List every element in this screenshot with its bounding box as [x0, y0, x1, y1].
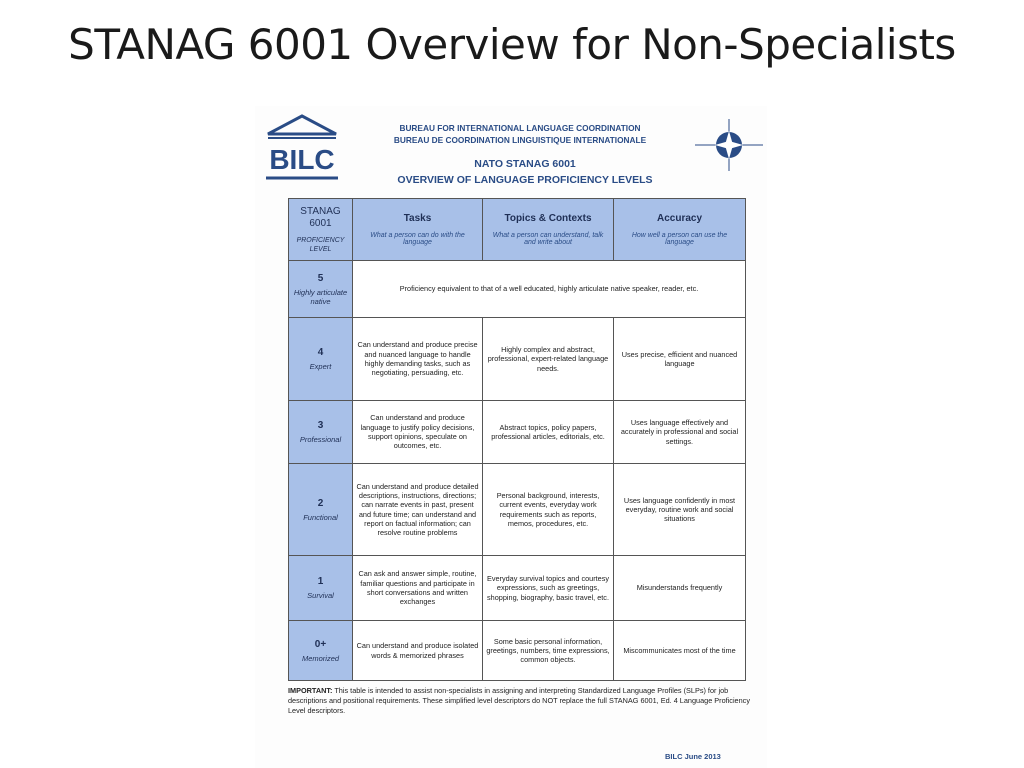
org-name-english: BUREAU FOR INTERNATIONAL LANGUAGE COORDINATION — [399, 123, 641, 133]
topics-cell: Everyday survival topics and courtesy expressions, such as greetings, shopping, biography, basic travel, etc. — [483, 556, 614, 621]
header-tasks — [353, 199, 483, 261]
tasks-cell: Can ask and answer simple, routine, familiar questions and participate in short conversations and written exchanges — [353, 556, 483, 621]
topics-cell: Personal background, interests, current events, everyday work requirements such as reports, memos, procedures, etc. — [483, 464, 614, 556]
accuracy-cell: Uses precise, efficient and nuanced language — [614, 318, 746, 401]
header-topics — [483, 199, 614, 261]
header-topics-title: Topics & Contexts — [504, 213, 592, 224]
nato-compass-icon — [693, 117, 765, 173]
accuracy-cell: Uses language confidently in most everyday, routine work and social situations — [614, 464, 746, 556]
header-level — [289, 199, 353, 261]
footer-date: BILC June 2013 — [665, 752, 721, 761]
header-accuracy-subtitle: How well a person can use the language — [631, 232, 728, 246]
important-note — [288, 686, 753, 716]
level-name: Highly articulate native — [293, 287, 348, 306]
accuracy-cell: Miscommunicates most of the time — [614, 621, 746, 681]
header-level-subtitle: PROFICIENCY LEVEL — [296, 236, 345, 253]
level-number: 3 — [317, 420, 324, 431]
level-name: Survival — [307, 591, 334, 600]
header-accuracy — [614, 199, 746, 261]
table-header-row — [289, 199, 746, 261]
level-number: 2 — [317, 497, 324, 509]
header-tasks-subtitle: What a person can do with the language — [370, 232, 465, 246]
level-cell — [289, 621, 353, 681]
slide-title: STANAG 6001 Overview for Non-Specialists — [68, 20, 956, 69]
level-name: Functional — [303, 512, 338, 522]
level-cell — [289, 556, 353, 621]
topics-cell: Highly complex and abstract, professional, expert-related language needs. — [483, 318, 614, 401]
table-row-level-5 — [289, 261, 746, 318]
doc-subtitle-stanag: NATO STANAG 6001 — [474, 158, 576, 170]
document-image — [255, 106, 767, 768]
important-label: IMPORTANT: — [288, 686, 333, 695]
svg-text:BILC: BILC — [269, 144, 335, 175]
level-number: 0+ — [314, 638, 327, 650]
level-number: 1 — [317, 576, 324, 587]
level-cell — [289, 464, 353, 556]
topics-cell: Some basic personal information, greetings, numbers, time expressions, common objects. — [483, 621, 614, 681]
level-number: 4 — [317, 347, 324, 358]
level-number: 5 — [317, 272, 324, 284]
table-row-level-1 — [289, 556, 746, 621]
header-topics-subtitle: What a person can understand, talk and write about — [492, 232, 604, 246]
table-row-level-3 — [289, 401, 746, 464]
doc-subtitle-overview: OVERVIEW OF LANGUAGE PROFICIENCY LEVELS — [397, 174, 653, 186]
level-cell — [289, 261, 353, 318]
level-name: Professional — [299, 435, 342, 444]
tasks-cell: Can understand and produce detailed descriptions, instructions, directions; can narrate events in past, present and future time; can understand and report on factual information; can resolve routine problems — [353, 464, 483, 556]
org-name-french: BUREAU DE COORDINATION LINGUISTIQUE INTERNATIONALE — [393, 135, 647, 145]
header-tasks-title: Tasks — [403, 213, 432, 224]
tasks-cell: Can understand and produce language to justify policy decisions, support opinions, speculate on outcomes, etc. — [353, 401, 483, 464]
table-row-level-2 — [289, 464, 746, 556]
table-row-level-0-plus — [289, 621, 746, 681]
tasks-cell: Can understand and produce precise and nuanced language to handle highly demanding tasks, such as negotiating, persuading, etc. — [353, 318, 483, 401]
table-row-level-4 — [289, 318, 746, 401]
proficiency-table — [288, 198, 746, 681]
level-cell — [289, 401, 353, 464]
header-accuracy-title: Accuracy — [656, 213, 703, 224]
accuracy-cell: Misunderstands frequently — [614, 556, 746, 621]
level-5-description: Proficiency equivalent to that of a well educated, highly articulate native speaker, reader, etc. — [353, 261, 746, 318]
level-name: Expert — [309, 362, 332, 371]
accuracy-cell: Uses language effectively and accurately in professional and social settings. — [614, 401, 746, 464]
tasks-cell: Can understand and produce isolated words & memorized phrases — [353, 621, 483, 681]
bilc-logo — [264, 114, 340, 184]
important-text: This table is intended to assist non-specialists in assigning and interpreting Standardized Language Profiles (SLPs) for job descriptions and positional requirements. These simplified level descriptors do NOT replace the full STANAG 6001, Ed. 4 Language Proficiency Level descriptors. — [288, 686, 750, 715]
header-level-title: STANAG 6001 — [300, 205, 341, 229]
topics-cell: Abstract topics, policy papers, professional articles, editorials, etc. — [483, 401, 614, 464]
level-cell — [289, 318, 353, 401]
level-name: Memorized — [301, 653, 340, 663]
